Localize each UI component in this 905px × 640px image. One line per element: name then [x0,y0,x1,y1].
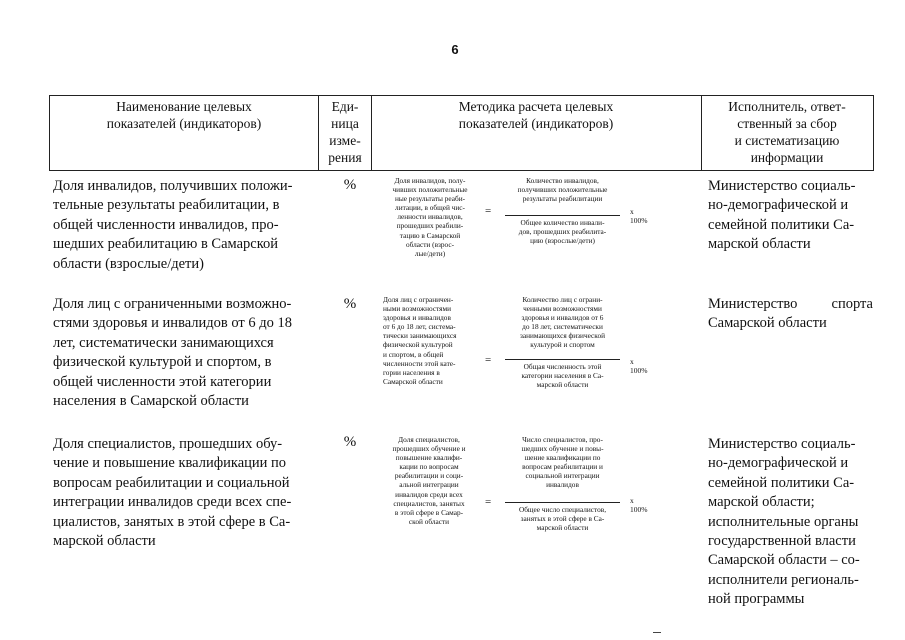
column-divider [701,95,702,171]
text-line: шедших обучение и повы- [521,444,604,454]
text-line: циалистов, занятых в этой сфере в Са- [53,513,291,530]
fraction-denominator [505,362,620,389]
header-line: ница [331,116,359,131]
header-line: показателей (индикаторов) [106,116,262,131]
text-line: чение и повышение квалификации по [53,455,287,472]
indicator-name [53,295,318,411]
header-line: Еди- [331,99,359,114]
indicator-name [53,177,318,274]
text-line: Количество лиц с ограни- [522,295,603,304]
text-line: но-демографической и [708,455,849,472]
text-line: чивших положительные [392,185,468,195]
fraction-bar [505,215,620,216]
header-executor [704,98,870,166]
text-line: Доля специалистов, [398,435,460,444]
text-line: Доля инвалидов, полу- [394,176,466,185]
responsible-executor [708,295,873,334]
text-line: дов, прошедших реабилита- [518,227,607,237]
text-line: ной программы [708,591,805,608]
header-line: рения [328,150,362,165]
text-line: реабилитации и соци- [394,471,464,481]
header-line: информации [750,150,824,165]
text-line: Доля лиц с ограничен- [383,295,454,304]
text-line: стями здоровья и инвалидов от 6 до 18 [53,315,293,332]
formula-fraction [505,435,620,532]
text-line: тацию в Самарской [399,230,461,240]
fraction-numerator [505,295,620,350]
text-line: области (взрос- [405,239,455,249]
text-line: занимающихся физической [519,331,606,341]
text-line: марской области; [708,494,815,511]
multiplier: x 100% [630,357,648,376]
text-line: Доля специалистов, прошедших обу- [53,436,283,452]
text-line: и спортом, в общей [383,349,444,359]
text-line: ченными возможностями [523,304,602,314]
header-line: Методика расчета целевых [458,99,614,114]
equals-sign: = [485,205,492,217]
text-line: общей численности инвалидов, про- [53,216,279,233]
text-line: семейной политики Са- [708,216,855,233]
header-line: и систематизацию [734,133,840,148]
header-line: Исполнитель, ответ- [728,99,846,114]
text-line: прошедших реабили- [396,221,464,231]
text-line: Самарской области [708,315,827,332]
text-line: Доля инвалидов, получивших положи- [53,178,293,194]
column-divider [371,95,372,171]
multiplier: x 100% [630,207,648,226]
text-line: Самарской области [383,376,443,386]
equals-sign: = [485,354,492,366]
text-line: Общее количество инвали- [520,218,605,228]
text-line: цию (взрослые/дети) [530,236,595,246]
responsible-executor [708,435,873,610]
fraction-numerator [505,176,620,203]
text-line: до 18 лет, систематически [522,322,603,332]
responsible-executor [708,177,873,255]
text-line: интеграции инвалидов среди всех спе- [53,494,292,511]
header-indicator-name [55,98,313,132]
text-line: исполнительные органы [708,513,859,530]
table-top-border [49,95,874,96]
formula-fraction [505,295,620,389]
header-bottom-border [49,170,874,171]
text-line: семейной политики Са- [708,474,855,491]
formula-indicator-label [383,295,475,386]
text-line: общей численности этой категории [53,373,272,390]
unit-percent: % [343,434,357,450]
text-line: занятых в этой сфере в Са- [520,513,605,523]
header-methodology [376,98,696,132]
column-divider [873,95,874,171]
text-line: физической культурой [383,340,453,350]
column-divider [49,95,50,171]
text-line: культурой и спортом [530,340,595,350]
text-line: Количество инвалидов, [526,176,599,185]
column-divider [318,95,319,171]
fraction-denominator [505,218,620,245]
formula-indicator-label [383,435,475,526]
text-line: но-демографической и [708,197,849,214]
text-line: инвалидов [546,480,579,490]
text-line: лые/дети) [414,248,446,258]
text-line: здоровья и инвалидов [383,313,451,323]
fraction-numerator [505,435,620,490]
fraction-bar [505,359,620,360]
text-line: ными возможностями [383,304,452,314]
text-line: прошедших обучение и [392,444,466,454]
text-line: вопросам реабилитации и социальной [53,474,290,491]
text-line: категории населения в Са- [521,370,604,380]
text-line: гории населения в [383,367,440,377]
formula-indicator-label [385,176,475,258]
indicator-name [53,435,318,551]
scan-mark [653,632,661,633]
text-line: физической культурой и спортом, в [53,354,272,371]
page-number: 6 [451,42,459,57]
text-line: специалистов, занятых [393,498,465,508]
equals-sign: = [485,496,492,508]
text-line: марской области [53,533,156,550]
text-line: области (взрослые/дети) [53,255,204,272]
text-line: ской области [408,516,450,526]
text-line: от 6 до 18 лет, система- [383,322,456,332]
unit-percent: % [343,177,357,193]
header-unit [320,98,370,166]
unit-percent: % [343,296,357,312]
text-line: повышение квалифи- [395,453,463,463]
text-line: марской области [536,379,589,389]
text-line: социальной интеграции [525,471,600,481]
text-line: государственной власти [708,533,856,550]
text-line: Министерство спорта [708,296,873,312]
header-line: изме- [329,133,361,148]
multiplier: x 100% [630,496,648,515]
text-line: марской области [708,236,811,253]
text-line: Министерство социаль- [708,436,856,452]
text-line: Общее число специалистов, [518,504,607,514]
text-line: литации, в общей чис- [395,203,465,213]
fraction-denominator [505,505,620,532]
text-line: Доля лиц с ограниченными возможно- [53,296,292,312]
text-line: Число специалистов, про- [522,435,603,444]
text-line: в этой сфере в Самар- [394,507,464,517]
text-line: тельные результаты реабилитации, в [53,197,280,214]
text-line: получивших положительные [517,185,608,195]
text-line: ные результаты реаби- [394,194,466,204]
text-line: шедших реабилитацию в Самарской [53,236,279,253]
header-line: Наименование целевых [116,99,252,114]
text-line: населения в Самарской области [53,393,249,410]
text-line: результаты реабилитации [522,194,603,204]
text-line: альной интеграции [399,480,459,490]
text-line: шение квалификации по [524,453,601,463]
text-line: численности этой кате- [383,358,456,368]
text-line: тически занимающихся [383,331,457,341]
text-line: Министерство социаль- [708,178,856,194]
text-line: кации по вопросам [399,462,459,472]
text-line: ленности инвалидов, [397,212,463,222]
text-line: Самарской области – со- [708,552,860,569]
text-line: здоровья и инвалидов от 6 [521,313,604,323]
text-line: Общая численность этой [523,361,602,371]
header-line: ственный за сбор [737,116,837,131]
text-line: марской области [536,522,589,532]
text-line: вопросам реабилитации и [522,462,603,472]
formula-fraction [505,176,620,246]
text-line: инвалидов среди всех [395,489,463,499]
header-line: показателей (индикаторов) [458,116,614,131]
text-line: исполнители региональ- [708,571,859,588]
fraction-bar [505,502,620,503]
text-line: лет, систематически занимающихся [53,334,274,351]
